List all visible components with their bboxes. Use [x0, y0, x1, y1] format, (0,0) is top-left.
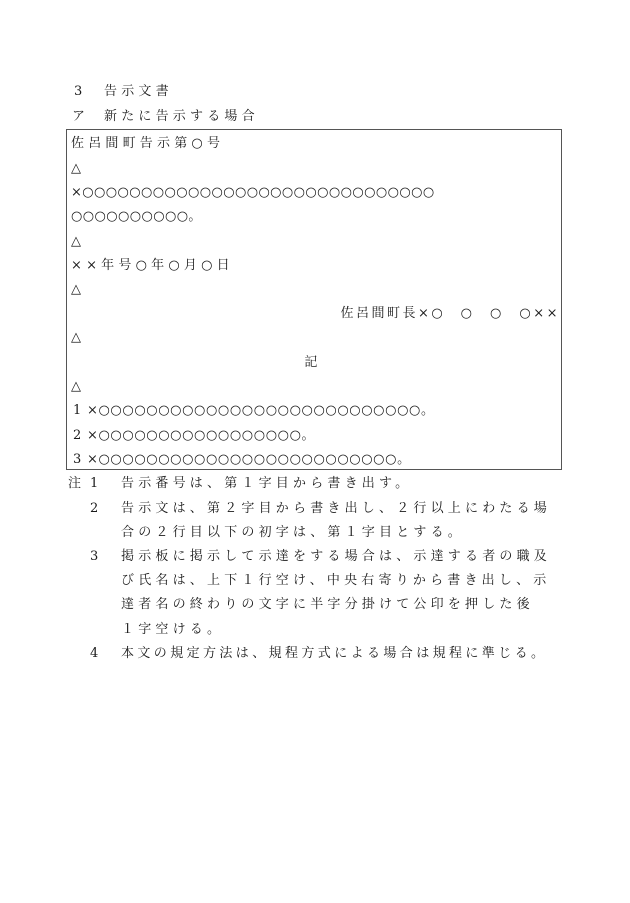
blank-mark: △: [71, 161, 86, 176]
item-text: ×○○○○○○○○○○○○○○○○○○○○○○○○○○○。: [87, 403, 435, 418]
subsection-marker: ア: [72, 109, 86, 124]
note-text: １字空ける。: [121, 622, 225, 637]
note-text: び氏名は、上下１行空け、中央右寄りから書き出し、示: [121, 573, 551, 588]
note-text: 告示文は、第２字目から書き出し、２行以上にわたる場: [121, 501, 552, 516]
blank-mark: △: [71, 234, 86, 249]
section-title: 告示文書: [104, 84, 173, 99]
note-number: 2: [90, 501, 99, 516]
item-number: 3: [73, 452, 82, 467]
note-text: 達者名の終わりの文字に半字分掛けて公印を押した後: [121, 597, 534, 612]
note-text: 告示番号は、第１字目から書き出す。: [121, 476, 413, 491]
body-line: ○○○○○○○○○○。: [71, 209, 202, 224]
note-text: 合の２行目以下の初字は、第１字目とする。: [121, 525, 466, 540]
signer-name: 佐呂間町長×○ ○ ○ ○××: [340, 306, 560, 321]
blank-mark: △: [71, 282, 86, 297]
subsection-title: 新たに告示する場合: [104, 109, 259, 124]
notice-date: ××年号○年○月○日: [71, 258, 234, 273]
note-text: 本文の規定方法は、規程方式による場合は規程に準じる。: [121, 646, 548, 661]
notice-number: 佐呂間町告示第○号: [71, 136, 225, 151]
note-number: 1: [90, 476, 99, 491]
notes-label: 注: [68, 476, 82, 491]
section-number: 3: [74, 84, 83, 99]
blank-mark: △: [71, 330, 86, 345]
note-number: 3: [90, 549, 99, 564]
body-line: ×○○○○○○○○○○○○○○○○○○○○○○○○○○○○○○: [71, 185, 435, 200]
blank-mark: △: [71, 379, 86, 394]
item-number: 2: [73, 428, 82, 443]
note-number: 4: [90, 646, 99, 661]
ki-mark: 記: [304, 355, 322, 370]
item-text: ×○○○○○○○○○○○○○○○○○。: [87, 428, 316, 443]
note-text: 掲示板に掲示して示達をする場合は、示達する者の職及: [121, 549, 552, 564]
item-number: 1: [73, 403, 82, 418]
item-text: ×○○○○○○○○○○○○○○○○○○○○○○○○○。: [87, 452, 411, 467]
